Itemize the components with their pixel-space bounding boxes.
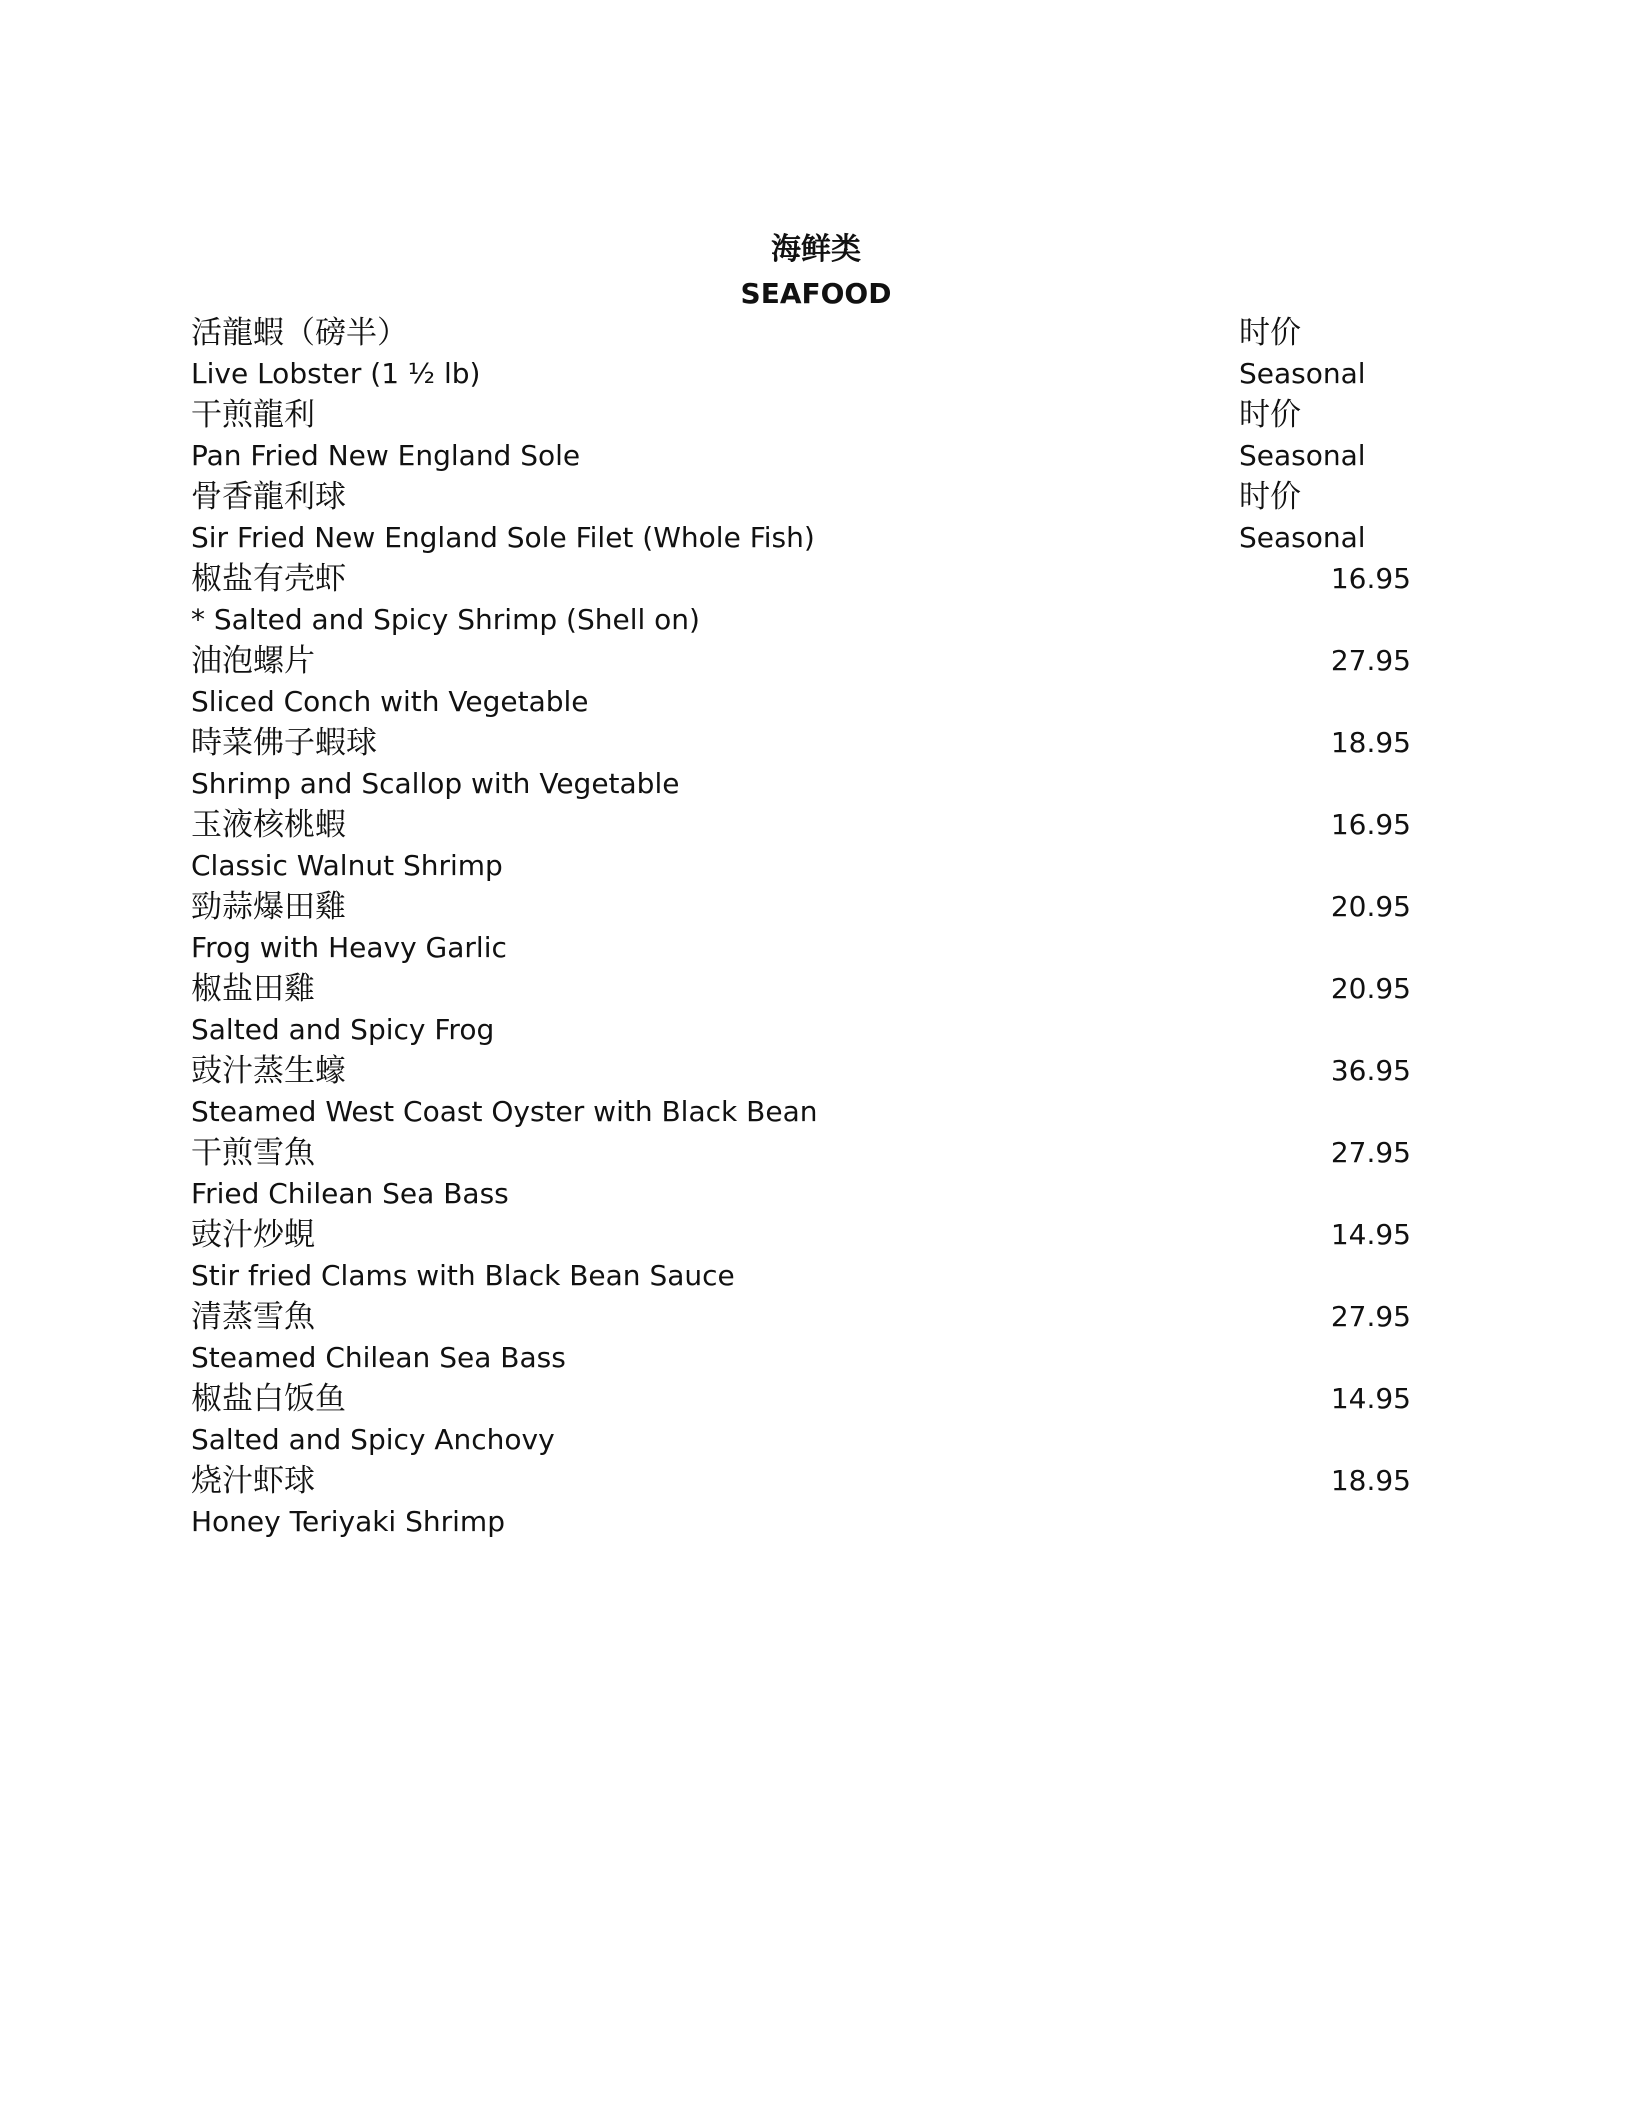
item-price: 14.95 [1330, 1382, 1411, 1415]
item-price: 27.95 [1330, 1136, 1411, 1169]
item-name-chinese: 椒盐白饭鱼 [191, 1381, 346, 1417]
market-price-chinese: 时价 [1239, 315, 1301, 351]
item-price: 20.95 [1330, 972, 1411, 1005]
item-name-english: Shrimp and Scallop with Vegetable [191, 767, 680, 800]
item-price: 20.95 [1330, 890, 1411, 923]
item-price: 18.95 [1330, 1464, 1411, 1497]
menu-item [191, 886, 1411, 968]
menu-item [191, 1132, 1411, 1214]
item-name-english: Frog with Heavy Garlic [191, 931, 507, 964]
item-name-chinese: 干煎雪魚 [191, 1135, 315, 1171]
item-price: 27.95 [1330, 644, 1411, 677]
menu-item [191, 476, 1411, 558]
menu-item [191, 722, 1411, 804]
item-price: 18.95 [1330, 726, 1411, 759]
item-name-chinese: 豉汁炒蜆 [191, 1217, 315, 1253]
item-name-chinese: 勁蒜爆田雞 [191, 889, 346, 925]
item-name-chinese: 時菜佛子蝦球 [191, 725, 377, 761]
section-title-chinese: 海鲜类 [771, 232, 861, 267]
item-price: 16.95 [1330, 562, 1411, 595]
item-name-english: Salted and Spicy Frog [191, 1013, 495, 1046]
item-price: 16.95 [1330, 808, 1411, 841]
market-price-english: Seasonal [1239, 521, 1366, 554]
item-name-english: Steamed West Coast Oyster with Black Bean [191, 1095, 818, 1128]
item-market-price [1239, 476, 1411, 558]
section-title-english: SEAFOOD [740, 277, 892, 310]
item-name-chinese: 椒盐有壳虾 [191, 561, 346, 597]
item-name-chinese: 烧汁虾球 [191, 1463, 315, 1499]
item-name-english: Salted and Spicy Anchovy [191, 1423, 555, 1456]
item-name-english: Sliced Conch with Vegetable [191, 685, 589, 718]
menu-item [191, 640, 1411, 722]
item-name-chinese: 玉液核桃蝦 [191, 807, 346, 843]
item-name-english: Stir fried Clams with Black Bean Sauce [191, 1259, 735, 1292]
item-name-english: Fried Chilean Sea Bass [191, 1177, 509, 1210]
item-price: 14.95 [1330, 1218, 1411, 1251]
item-name-english: Classic Walnut Shrimp [191, 849, 503, 882]
item-name-english: * Salted and Spicy Shrimp (Shell on) [191, 603, 700, 636]
item-name-english: Steamed Chilean Sea Bass [191, 1341, 566, 1374]
item-name-english: Sir Fried New England Sole Filet (Whole Fish) [191, 521, 815, 554]
item-name-chinese: 椒盐田雞 [191, 971, 315, 1007]
item-name-chinese: 活龍蝦（磅半） [191, 315, 408, 351]
item-price: 27.95 [1330, 1300, 1411, 1333]
menu-item [191, 1460, 1411, 1542]
market-price-chinese: 时价 [1239, 397, 1301, 433]
item-name-chinese: 骨香龍利球 [191, 479, 346, 515]
item-name-chinese: 干煎龍利 [191, 397, 315, 433]
menu-item [191, 394, 1411, 476]
menu-item [191, 1214, 1411, 1296]
item-name-english: Pan Fried New England Sole [191, 439, 581, 472]
item-price: 36.95 [1330, 1054, 1411, 1087]
market-price-english: Seasonal [1239, 357, 1366, 390]
item-name-english: Live Lobster (1 ½ lb) [191, 357, 481, 390]
item-name-english: Honey Teriyaki Shrimp [191, 1505, 505, 1538]
item-name-chinese: 清蒸雪魚 [191, 1299, 315, 1335]
item-market-price [1239, 312, 1411, 394]
menu-item [191, 968, 1411, 1050]
menu-item [191, 1378, 1411, 1460]
market-price-english: Seasonal [1239, 439, 1366, 472]
seafood-menu-list [191, 312, 1411, 1542]
item-name-chinese: 豉汁蒸生蠔 [191, 1053, 346, 1089]
market-price-chinese: 时价 [1239, 479, 1301, 515]
menu-item [191, 312, 1411, 394]
item-name-chinese: 油泡螺片 [191, 643, 315, 679]
item-market-price [1239, 394, 1411, 476]
menu-item [191, 1296, 1411, 1378]
menu-item [191, 1050, 1411, 1132]
menu-item [191, 558, 1411, 640]
menu-item [191, 804, 1411, 886]
